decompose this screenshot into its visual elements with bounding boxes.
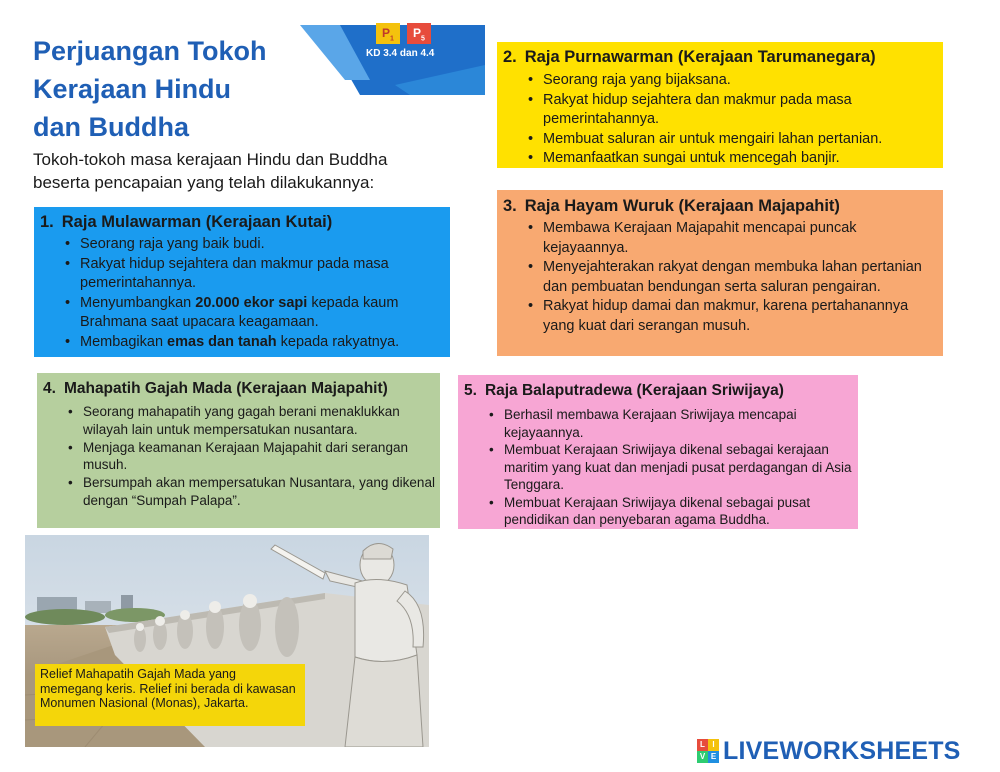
- list-item: • Menyumbangkan 20.000 ekor sapi kepada kaum Brahmana saat upacara keagamaan.: [62, 294, 450, 333]
- box-raja-mulawarman: [34, 207, 450, 357]
- list-item: • Membuat Kerajaan Sriwijaya dikenal sebagai pusat pendidikan dan penyebaran agama Buddha.: [486, 494, 858, 529]
- photo-caption: Relief Mahapatih Gajah Mada yang memegang keris. Relief ini berada di kawasan Monumen Nasional (Monas), Jakarta.: [35, 664, 305, 726]
- list-item: • Rakyat hidup sejahtera dan makmur pada masa pemerintahannya.: [525, 91, 943, 130]
- liveworksheets-logo[interactable]: [697, 736, 961, 766]
- page-title-line: Kerajaan Hindu: [33, 74, 232, 104]
- box-raja-purnawarman: [497, 42, 943, 168]
- box-list: [65, 403, 440, 510]
- list-item: • Bersumpah akan mempersatukan Nusantara, yang dikenal dengan “Sumpah Palapa”.: [65, 474, 440, 510]
- list-item: • Membawa Kerajaan Majapahit mencapai puncak kejayaannya.: [525, 219, 943, 258]
- list-item: • Menyejahterakan rakyat dengan membuka lahan pertanian dan pembuatan bendungan serta saluran pengairan.: [525, 258, 943, 297]
- box-list: [525, 219, 943, 336]
- box-list: [62, 235, 450, 352]
- list-item: • Menjaga keamanan Kerajaan Majapahit dari serangan musuh.: [65, 439, 440, 475]
- list-item: • Rakyat hidup damai dan makmur, karena pertahanannya yang kuat dari serangan musuh.: [525, 297, 943, 336]
- liveworksheets-icon: L I V E: [697, 739, 719, 763]
- list-item: • Seorang mahapatih yang gagah berani menaklukkan wilayah lain untuk mempersatukan nusantara.: [65, 403, 440, 439]
- box-heading: 1. Raja Mulawarman (Kerajaan Kutai): [40, 213, 333, 231]
- intro-text: Tokoh-tokoh masa kerajaan Hindu dan Buddha beserta pencapaian yang telah dilakukannya:: [33, 150, 388, 192]
- badge-p1: $P_1$: [376, 23, 400, 44]
- brand-name: LIVEWORKSHEETS: [723, 736, 961, 765]
- box-raja-hayam-wuruk: [497, 190, 943, 356]
- page-title-line: dan Buddha: [33, 112, 189, 142]
- list-item: • Membuat saluran air untuk mengairi lahan pertanian.: [525, 130, 943, 150]
- box-list: [486, 406, 858, 529]
- list-item: • Rakyat hidup sejahtera dan makmur pada masa pemerintahannya.: [62, 255, 450, 294]
- list-item: • Membuat Kerajaan Sriwijaya dikenal sebagai kerajaan maritim yang kuat dan menjadi pusat perdagangan di Asia Tenggara.: [486, 441, 858, 494]
- box-gajah-mada: [37, 373, 440, 528]
- page-title: [33, 32, 267, 146]
- box-heading: 3. Raja Hayam Wuruk (Kerajaan Majapahit): [503, 197, 840, 215]
- box-heading: 5. Raja Balaputradewa (Kerajaan Sriwijaya): [464, 382, 784, 399]
- kd-label: KD 3.4 dan 4.4: [366, 48, 435, 59]
- list-item: • Seorang raja yang baik budi.: [62, 235, 450, 255]
- box-raja-balaputradewa: [458, 375, 858, 529]
- list-item: • Berhasil membawa Kerajaan Sriwijaya mencapai kejayaannya.: [486, 406, 858, 441]
- box-heading: 4. Mahapatih Gajah Mada (Kerajaan Majapahit): [43, 380, 388, 397]
- page-title-line: Perjuangan Tokoh: [33, 36, 267, 66]
- list-item: • Memanfaatkan sungai untuk mencegah banjir.: [525, 149, 943, 169]
- box-list: [525, 71, 943, 169]
- badge-p5: $P_5$: [407, 23, 431, 44]
- box-heading: 2. Raja Purnawarman (Kerajaan Tarumanegara): [503, 48, 876, 66]
- list-item: • Membagikan emas dan tanah kepada rakyatnya.: [62, 333, 450, 353]
- list-item: • Seorang raja yang bijaksana.: [525, 71, 943, 91]
